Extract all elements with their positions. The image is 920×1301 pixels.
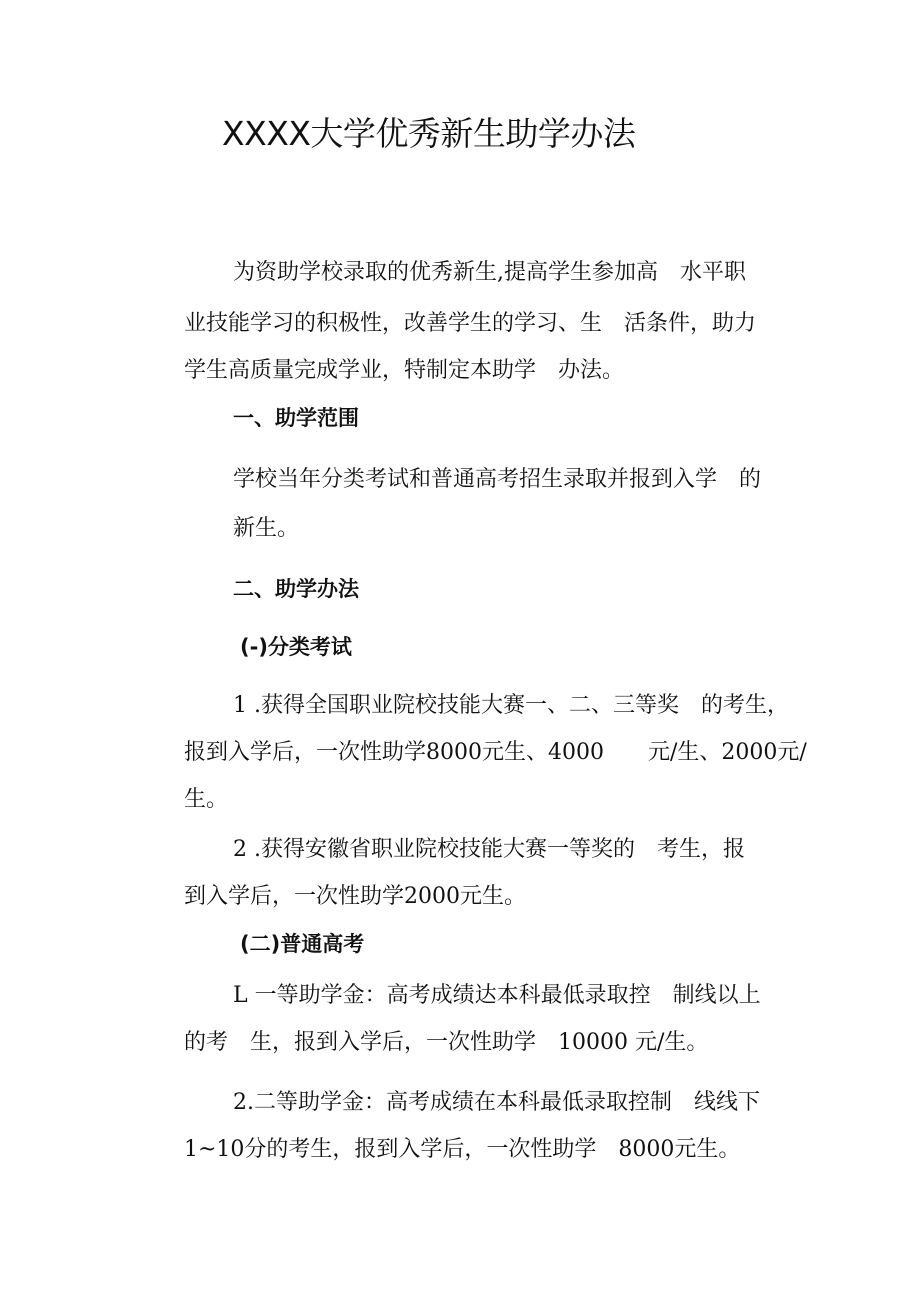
classified-item1-line-3: 生。 bbox=[184, 787, 229, 812]
section-heading-method: 二、助学办法 bbox=[233, 577, 359, 601]
intro-line-3: 学生高质量完成学业，特制定本助学 办法。 bbox=[184, 358, 625, 383]
document-title: XXXX大学优秀新生助学办法 bbox=[222, 114, 636, 153]
classified-item2-line-1: 2 .获得安徽省职业院校技能大赛一等奖的 考生，报 bbox=[233, 837, 745, 862]
classified-item1-line-1: 1 .获得全国职业院校技能大赛一、二、三等奖 的考生， bbox=[233, 693, 789, 718]
subsection-heading-classified-exam: (-)分类考试 bbox=[240, 635, 352, 659]
classified-item2-line-2: 到入学后，一次性助学2000元生。 bbox=[184, 884, 526, 909]
gaokao-item2-line-1: 2.二等助学金：高考成绩在本科最低录取控制 线线下 bbox=[233, 1090, 760, 1115]
gaokao-item1-line-2: 的考 生，报到入学后，一次性助学 10000 元/生。 bbox=[184, 1030, 709, 1055]
scope-line-2: 新生。 bbox=[233, 516, 300, 541]
subsection-heading-gaokao: (二)普通高考 bbox=[240, 932, 365, 956]
intro-line-2: 业技能学习的积极性，改善学生的学习、生 活条件，助力 bbox=[184, 311, 757, 336]
gaokao-item1-line-1: L 一等助学金：高考成绩达本科最低录取控 制线以上 bbox=[233, 983, 761, 1008]
gaokao-item2-line-2: 1~10分的考生，报到入学后，一次性助学 8000元生。 bbox=[184, 1137, 741, 1162]
intro-line-1: 为资助学校录取的优秀新生,提高学生参加高 水平职 bbox=[233, 260, 746, 285]
classified-item1-line-2: 报到入学后，一次性助学8000元生、4000 元/生、2000元/ bbox=[184, 740, 807, 765]
scope-line-1: 学校当年分类考试和普通高考招生录取并报到入学 的 bbox=[233, 467, 762, 492]
section-heading-scope: 一、助学范围 bbox=[233, 406, 359, 430]
